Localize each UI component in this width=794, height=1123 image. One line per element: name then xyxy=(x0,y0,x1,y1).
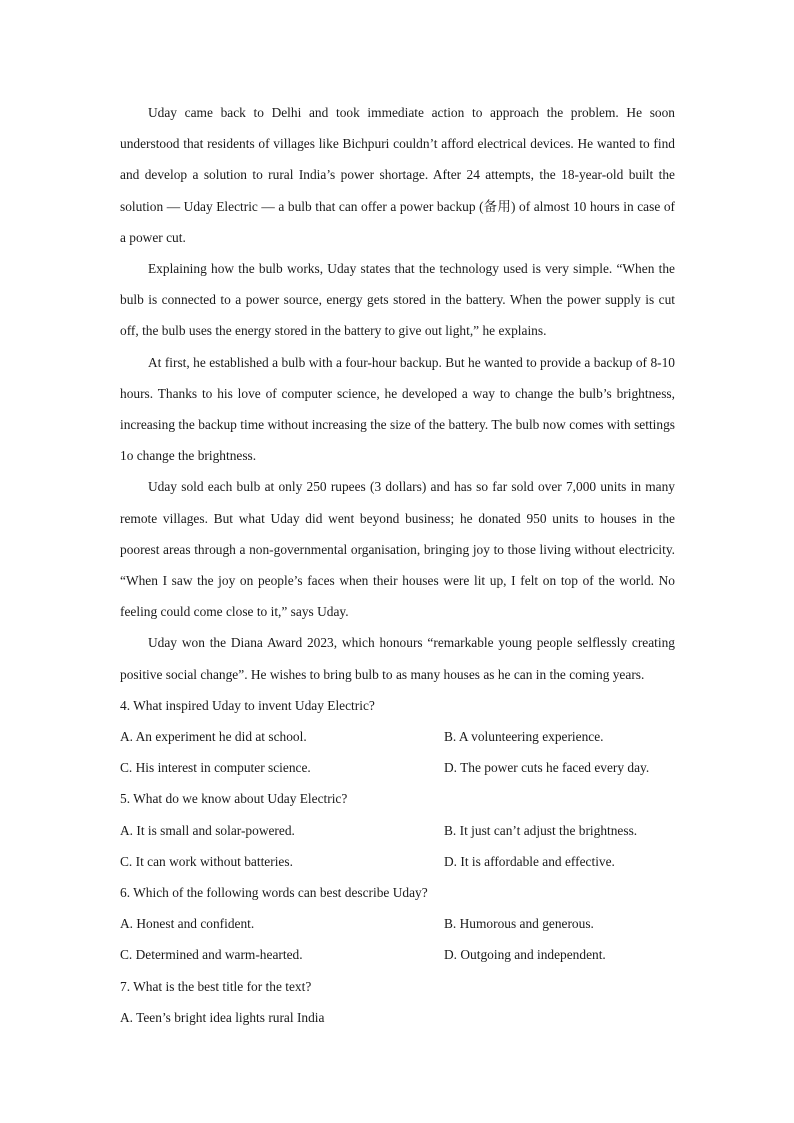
option-a: A. It is small and solar-powered. xyxy=(120,822,295,838)
option-d: D. The power cuts he faced every day. xyxy=(444,760,650,776)
question-6 xyxy=(120,877,675,971)
option-row xyxy=(120,721,675,752)
option-row xyxy=(120,908,675,939)
option-c: C. It can work without batteries. xyxy=(120,853,293,869)
option-row xyxy=(120,846,675,877)
passage-paragraph-1: Uday came back to Delhi and took immediate action to approach the problem. He soon understood that residents of villages like Bichpuri couldn’t afford electrical devices. He wanted to find and develop a solution to rural India’s power shortage. After 24 attempts, the 18-year-old built the solution — Uday Electric — a bulb that can offer a power backup (备用) of almost 10 hours in case of a power cut. xyxy=(120,105,675,245)
option-a: A. An experiment he did at school. xyxy=(120,729,307,745)
passage-paragraph-3: At first, he established a bulb with a four-hour backup. But he wanted to provide a backup of 8-10 hours. Thanks to his love of computer science, he developed a way to change the bulb’s brightness, increasing the backup time without increasing the size of the battery. The bulb now comes with settings 1o change the brightness. xyxy=(120,354,675,464)
option-d: D. Outgoing and independent. xyxy=(444,947,606,963)
option-row xyxy=(120,939,675,970)
option-c: C. Determined and warm-hearted. xyxy=(120,947,303,963)
option-d: D. It is affordable and effective. xyxy=(444,853,615,869)
option-a: A. Teen’s bright idea lights rural India xyxy=(120,1009,325,1025)
question-7 xyxy=(120,971,675,1033)
passage-paragraph-2: Explaining how the bulb works, Uday states that the technology used is very simple. “When the bulb is connected to a power source, energy gets stored in the battery. When the power supply is cut off, the bulb uses the energy stored in the battery to give out light,” he explains. xyxy=(120,261,675,339)
question-stem: 7. What is the best title for the text? xyxy=(120,978,312,994)
passage-paragraph-5: Uday won the Diana Award 2023, which honours “remarkable young people selflessly creating positive social change”. He wishes to bring bulb to as many houses as he can in the coming years. xyxy=(120,635,675,682)
document-page xyxy=(120,97,675,1033)
option-b: B. A volunteering experience. xyxy=(444,729,604,745)
option-row xyxy=(120,752,675,783)
question-stem: 4. What inspired Uday to invent Uday Electric? xyxy=(120,697,375,713)
passage-paragraph-4: Uday sold each bulb at only 250 rupees (3 dollars) and has so far sold over 7,000 units in many remote villages. But what Uday did went beyond business; he donated 950 units to houses in the poorest areas through a non-governmental organisation, bringing joy to those living without electricity. “When I saw the joy on people’s faces when their houses were lit up, I felt on top of the world. No feeling could come close to it,” says Uday. xyxy=(120,479,675,620)
option-b: B. Humorous and generous. xyxy=(444,916,594,932)
option-c: C. His interest in computer science. xyxy=(120,760,311,776)
question-4 xyxy=(120,690,675,784)
question-stem: 6. Which of the following words can best describe Uday? xyxy=(120,885,428,901)
question-5 xyxy=(120,783,675,877)
option-row xyxy=(120,1002,675,1033)
option-row xyxy=(120,815,675,846)
option-a: A. Honest and confident. xyxy=(120,916,255,932)
question-stem: 5. What do we know about Uday Electric? xyxy=(120,791,348,807)
option-b: B. It just can’t adjust the brightness. xyxy=(444,822,638,838)
